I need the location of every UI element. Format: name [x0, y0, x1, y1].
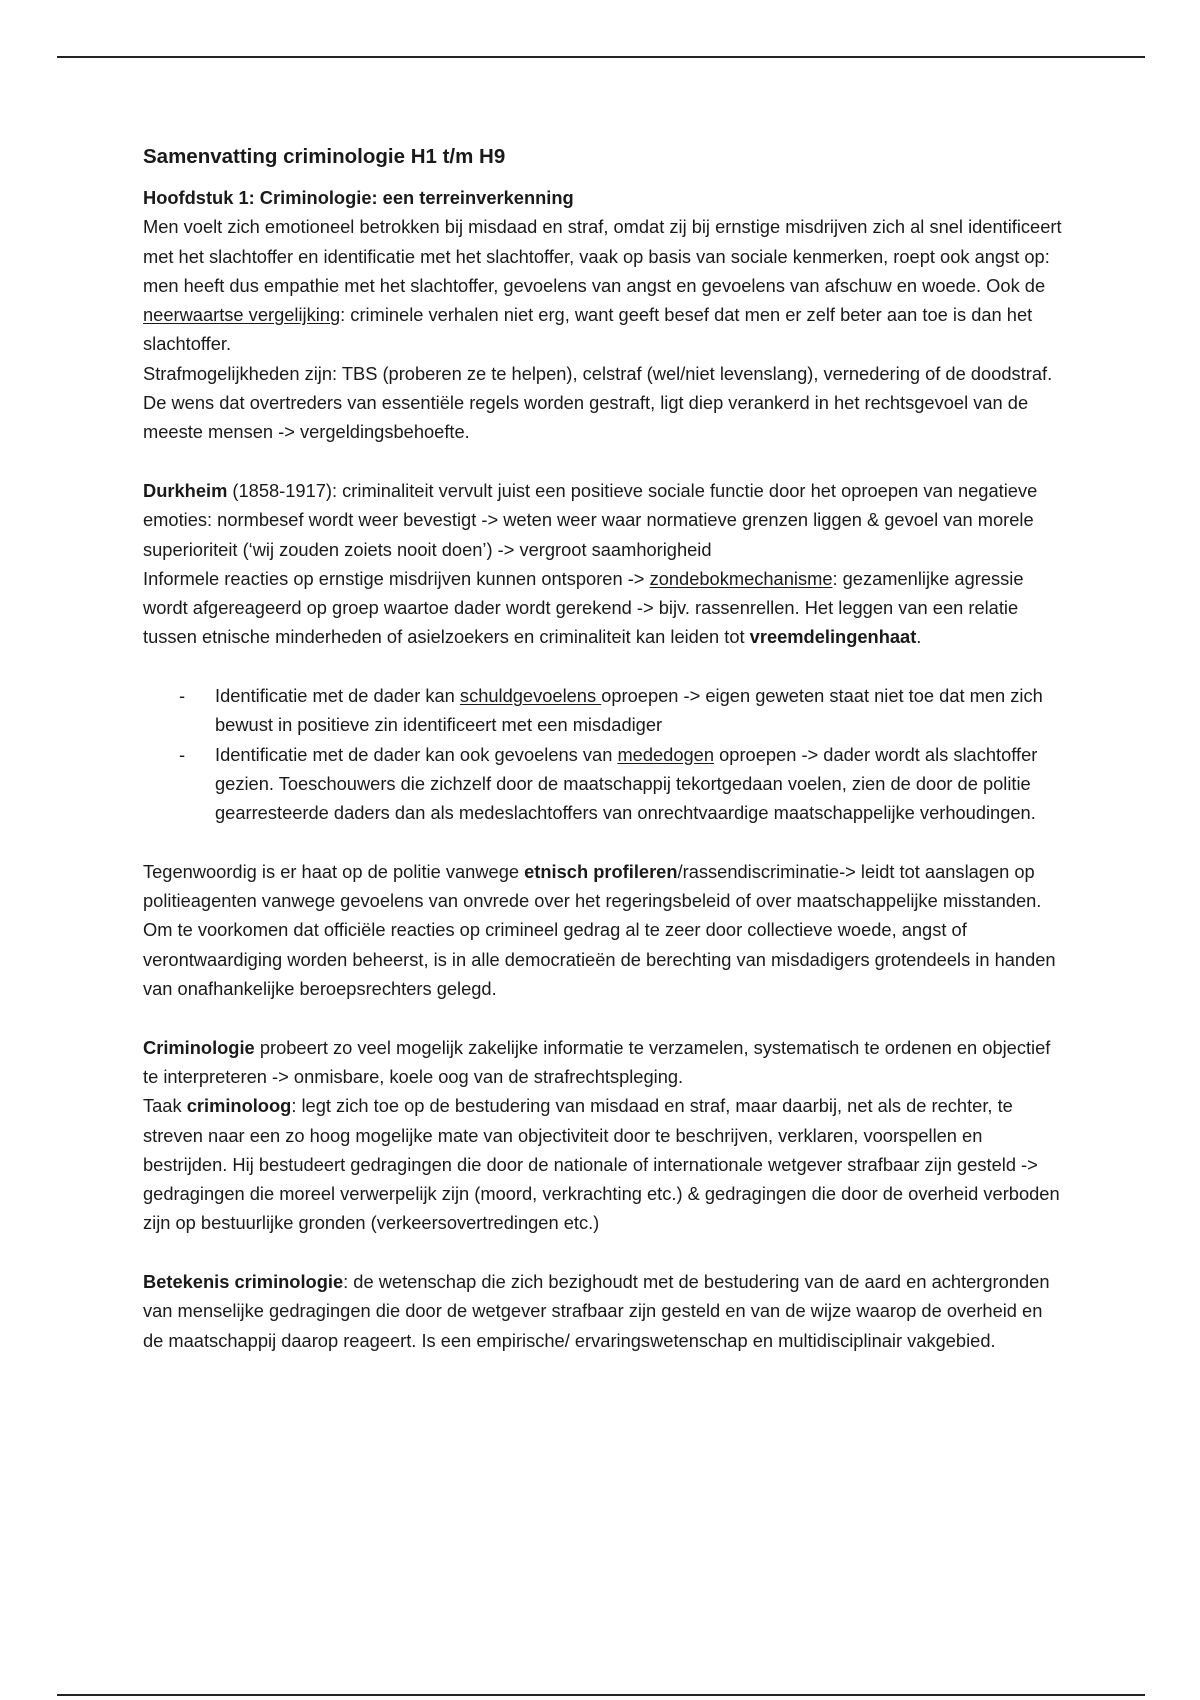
dash-bullet: - — [179, 743, 186, 765]
chapter-heading: Hoofdstuk 1: Criminologie: een terreinverkenning — [143, 187, 574, 208]
text-span: Men voelt zich emotioneel betrokken bij misdaad en straf, omdat zij bij ernstige misdrijven zich al snel identificeert met het slachtoffer en identificatie met het slachtoffer, vaak op basis van sociale kenmerken, roept ook angst op: men heeft dus empathie met het slachtoffer, gevoelens van angst en gevoelens van afschuw en woede. Ook de — [143, 216, 1062, 296]
term-schuldgevoelens: schuldgevoelens — [459, 685, 602, 707]
spacer — [143, 447, 1063, 476]
text-span: Identificatie met de dader kan ook gevoelens van — [215, 743, 618, 765]
header-rule — [57, 56, 1145, 58]
paragraph-police-hatred — [143, 857, 1063, 916]
term-vreemdelingenhaat: vreemdelingenhaat — [749, 626, 917, 648]
document-body — [143, 140, 1063, 1355]
paragraph-durkheim — [143, 476, 1063, 564]
spacer — [143, 1238, 1063, 1267]
text-span: Informele reacties op ernstige misdrijven kunnen ontsporen -> — [143, 567, 650, 589]
term-durkheim: Durkheim — [143, 479, 228, 501]
identification-list — [143, 681, 1063, 827]
document-title: Samenvatting criminologie H1 t/m H9 — [143, 145, 506, 168]
text-span: : criminele verhalen niet erg, want geeft besef dat men er zelf beter aan toe is dan het slachtoffer. — [143, 304, 1033, 355]
spacer — [143, 652, 1063, 681]
text-span: probeert zo veel mogelijk zakelijke informatie te verzamelen, systematisch te ordenen en objectief te interpreteren -> onmisbare, koele oog van de strafrechtspleging. — [143, 1036, 1051, 1087]
dash-bullet: - — [179, 685, 186, 707]
term-neerwaartse-vergelijking: neerwaartse vergelijking — [143, 304, 341, 326]
paragraph-informal-reactions — [143, 564, 1063, 652]
paragraph-emotional-involvement — [143, 212, 1063, 358]
footer-rule — [57, 1694, 1145, 1696]
term-betekenis-criminologie: Betekenis criminologie — [143, 1270, 344, 1292]
term-criminoloog: criminoloog — [186, 1095, 292, 1117]
text-span: : legt zich toe op de bestudering van misdaad en straf, maar daarbij, net als de rechter, te streven naar een zo hoog mogelijke mate van objectiviteit door te beschrijven, verklaren, voorspellen en bestrijden. Hij bestudeert gedragingen die door de nationale of internationale wetgever strafbaar zijn gesteld -> gedragingen die moreel verwerpelijk zijn (moord, verkrachting etc.) & gedragingen die door de overheid verboden zijn op bestuurlijke gronden (verkeersovertredingen etc.) — [143, 1095, 1060, 1234]
text-span: oproepen -> eigen geweten staat niet toe dat men zich bewust in positieve zin identificeert met een misdadiger — [215, 685, 1043, 736]
text-span: . — [916, 626, 922, 648]
text-span: : gezamenlijke agressie wordt afgereageerd op groep waartoe dader wordt gerekend -> bijv. rassenrellen. Het leggen van een relatie tussen etnische minderheden of asielzoekers en criminaliteit kan leiden tot — [143, 567, 1024, 648]
paragraph-official-reactions: Om te voorkomen dat officiële reacties op crimineel gedrag al te zeer door collectieve woede, angst of verontwaardiging worden beheerst, is in alle democratieën de berechting van misdadigers grotendeels in handen van onafhankelijke beroepsrechters gelegd. — [143, 919, 1056, 1000]
paragraph-definition — [143, 1267, 1063, 1355]
text-span: Tegenwoordig is er haat op de politie vanwege — [143, 860, 525, 882]
text-span: (1858-1917): criminaliteit vervult juist een positieve sociale functie door het oproepen van negatieve emoties: normbesef wordt weer bevestigt -> weten weer waar normatieve grenzen liggen & gevoel van morele superioriteit (‘wij zouden zoiets nooit doen’) -> vergroot saamhorigheid — [143, 479, 1038, 560]
list-item — [179, 681, 1063, 740]
term-criminologie: Criminologie — [143, 1036, 255, 1058]
text-span: : de wetenschap die zich bezighoudt met de bestudering van de aard en achtergronden van menselijke gedragingen die door de wetgever strafbaar zijn gesteld en van de wijze waarop de overheid en de maatschappij daarop reageert. Is een empirische/ ervaringswetenschap en multidisciplinair vakgebied. — [143, 1270, 1050, 1351]
text-span: Taak — [143, 1095, 187, 1117]
term-zondebokmechanisme: zondebokmechanisme — [649, 567, 833, 589]
list-item — [179, 740, 1063, 828]
paragraph-punishment-options: Strafmogelijkheden zijn: TBS (proberen ze te helpen), celstraf (wel/niet levenslang), vernedering of de doodstraf. De wens dat overtreders van essentiële regels worden gestraft, ligt diep verankerd in het rechtsgevoel van de meeste mensen -> vergeldingsbehoefte. — [143, 362, 1053, 443]
term-etnisch-profileren: etnisch profileren — [524, 860, 678, 882]
spacer — [143, 828, 1063, 857]
term-mededogen: mededogen — [617, 743, 715, 765]
text-span: /rassendiscriminatie-> leidt tot aanslagen op politieagenten vanwege gevoelens van onvrede over het regeringsbeleid of over maatschappelijke misstanden. — [143, 860, 1042, 912]
paragraph-criminoloog-task — [143, 1091, 1063, 1237]
text-span: oproepen -> dader wordt als slachtoffer gezien. Toeschouwers die zichzelf door de maatschappij tekortgedaan voelen, zien de door de politie gearresteerde daders dan als medeslachtoffers van onrechtvaardige maatschappelijke verhoudingen. — [215, 743, 1038, 824]
spacer — [143, 1003, 1063, 1032]
text-span: Identificatie met de dader kan — [215, 685, 460, 707]
paragraph-criminologie — [143, 1033, 1063, 1092]
